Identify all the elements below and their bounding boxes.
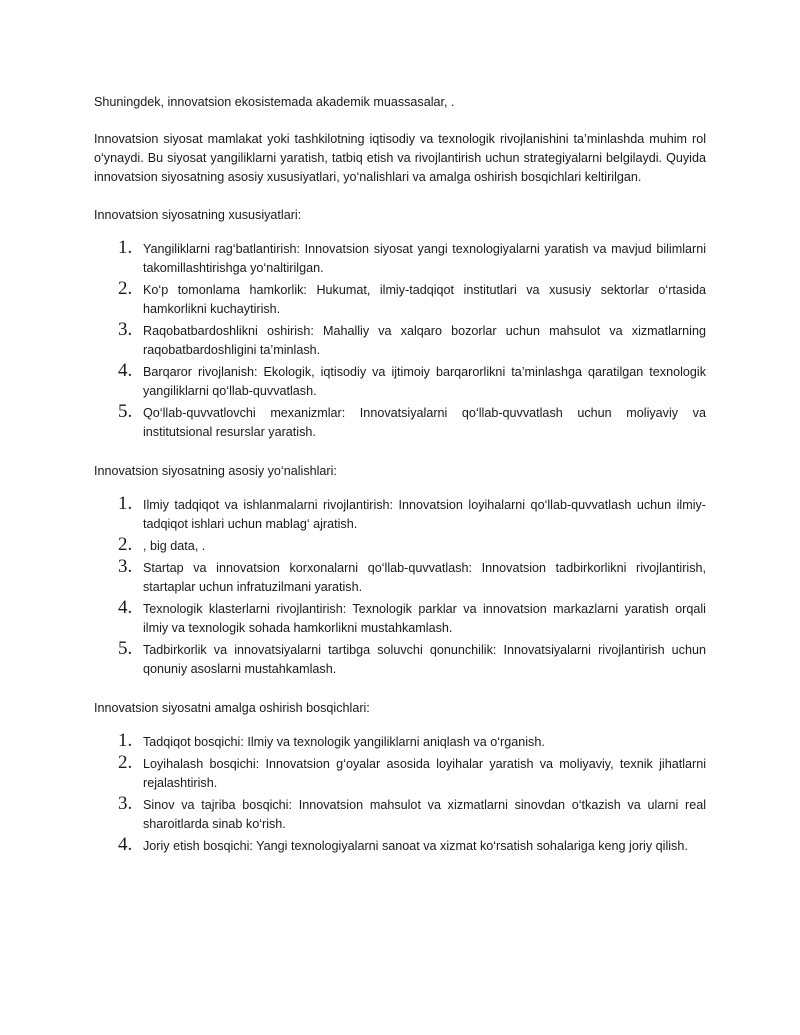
list-item-text: Raqobatbardoshlikni oshirish: Mahalliy va xalqaro bozorlar uchun mahsulot va xizmatlarning raqobatbardoshligini ta’minlash.: [143, 324, 706, 357]
list-number: 2.: [118, 278, 133, 299]
list-item-text: , big data, .: [143, 539, 206, 553]
intro-line: Shuningdek, innovatsion ekosistemada akademik muassasalar, .: [94, 95, 455, 109]
list-number: 4.: [118, 834, 133, 855]
stages-list: [94, 730, 706, 856]
list-number: 1.: [118, 493, 133, 514]
list-number: 3.: [118, 319, 133, 340]
list-item-text: Yangiliklarni rag‘batlantirish: Innovatsion siyosat yangi texnologiyalarni yaratish va mavjud bilimlarni takomillashtirishga yo‘naltirilgan.: [143, 242, 706, 275]
list-item-text: Barqaror rivojlanish: Ekologik, iqtisodiy va ijtimoiy barqarorlikni ta’minlashga qaratilgan texnologik yangiliklarni qo‘llab-quvvatlash.: [143, 365, 706, 398]
intro-paragraph: Innovatsion siyosat mamlakat yoki tashkilotning iqtisodiy va texnologik rivojlanishini ta’minlashda muhim rol o‘ynaydi. Bu siyosat yangiliklarni yaratish, tatbiq etish va rivojlantirish uchun strategiyalarni belgilaydi. Quyida innovatsion siyosatning asosiy xususiyatlari, yo‘nalishlari va amalga oshirish bosqichlari keltirilgan.: [94, 132, 706, 184]
directions-list: [94, 493, 706, 679]
list-item-text: Loyihalash bosqichi: Innovatsion g‘oyalar asosida loyihalar yaratish va moliyaviy, texnik jihatlarni rejalashtirish.: [143, 757, 706, 790]
list-item: [94, 237, 706, 278]
list-item: [94, 597, 706, 638]
section-heading-features: Innovatsion siyosatning xususiyatlari:: [94, 208, 302, 222]
list-number: 3.: [118, 793, 133, 814]
list-item-text: Texnologik klasterlarni rivojlantirish: Texnologik parklar va innovatsion markazlarni yaratish orqali ilmiy va texnologik sohada hamkorlikni mustahkamlash.: [143, 602, 706, 635]
list-item: [94, 401, 706, 442]
list-item-text: Startap va innovatsion korxonalarni qo‘llab-quvvatlash: Innovatsion tadbirkorlikni rivojlantirish, startaplar uchun infratuzilmani yaratish.: [143, 561, 706, 594]
list-item-text: Joriy etish bosqichi: Yangi texnologiyalarni sanoat va xizmat ko‘rsatish sohalariga keng joriy qilish.: [143, 839, 688, 853]
list-number: 1.: [118, 730, 133, 751]
list-item: [94, 752, 706, 793]
list-item-text: Sinov va tajriba bosqichi: Innovatsion mahsulot va xizmatlarni sinovdan o‘tkazish va ularni real sharoitlarda sinab ko‘rish.: [143, 798, 706, 831]
document-page: [94, 93, 706, 876]
list-number: 2.: [118, 534, 133, 555]
features-list: [94, 237, 706, 442]
list-item-text: Tadqiqot bosqichi: Ilmiy va texnologik yangiliklarni aniqlash va o‘rganish.: [143, 735, 545, 749]
list-item: [94, 278, 706, 319]
list-item-text: Qo‘llab-quvvatlovchi mexanizmlar: Innovatsiyalarni qo‘llab-quvvatlash uchun moliyaviy va institutsional resurslar yaratish.: [143, 406, 706, 439]
list-item: [94, 534, 706, 556]
list-item: [94, 556, 706, 597]
list-number: 4.: [118, 597, 133, 618]
list-item: [94, 360, 706, 401]
list-item: [94, 319, 706, 360]
list-number: 4.: [118, 360, 133, 381]
list-item: [94, 730, 706, 752]
section-heading-stages: Innovatsion siyosatni amalga oshirish bosqichlari:: [94, 701, 370, 715]
list-item: [94, 493, 706, 534]
list-number: 2.: [118, 752, 133, 773]
list-number: 3.: [118, 556, 133, 577]
list-number: 5.: [118, 638, 133, 659]
list-item: [94, 793, 706, 834]
list-item-text: Ilmiy tadqiqot va ishlanmalarni rivojlantirish: Innovatsion loyihalarni qo‘llab-quvvatlash uchun ilmiy-tadqiqot ishlari uchun mablag‘ ajratish.: [143, 498, 706, 531]
section-heading-directions: Innovatsion siyosatning asosiy yo‘nalishlari:: [94, 464, 337, 478]
list-number: 1.: [118, 237, 133, 258]
list-number: 5.: [118, 401, 133, 422]
list-item: [94, 638, 706, 679]
list-item: [94, 834, 706, 856]
list-item-text: Tadbirkorlik va innovatsiyalarni tartibga soluvchi qonunchilik: Innovatsiyalarni rivojlantirish uchun qonuniy asoslarni mustahkamlash.: [143, 643, 706, 676]
list-item-text: Ko‘p tomonlama hamkorlik: Hukumat, ilmiy-tadqiqot institutlari va xususiy sektorlar o‘rtasida hamkorlikni kuchaytirish.: [143, 283, 706, 316]
